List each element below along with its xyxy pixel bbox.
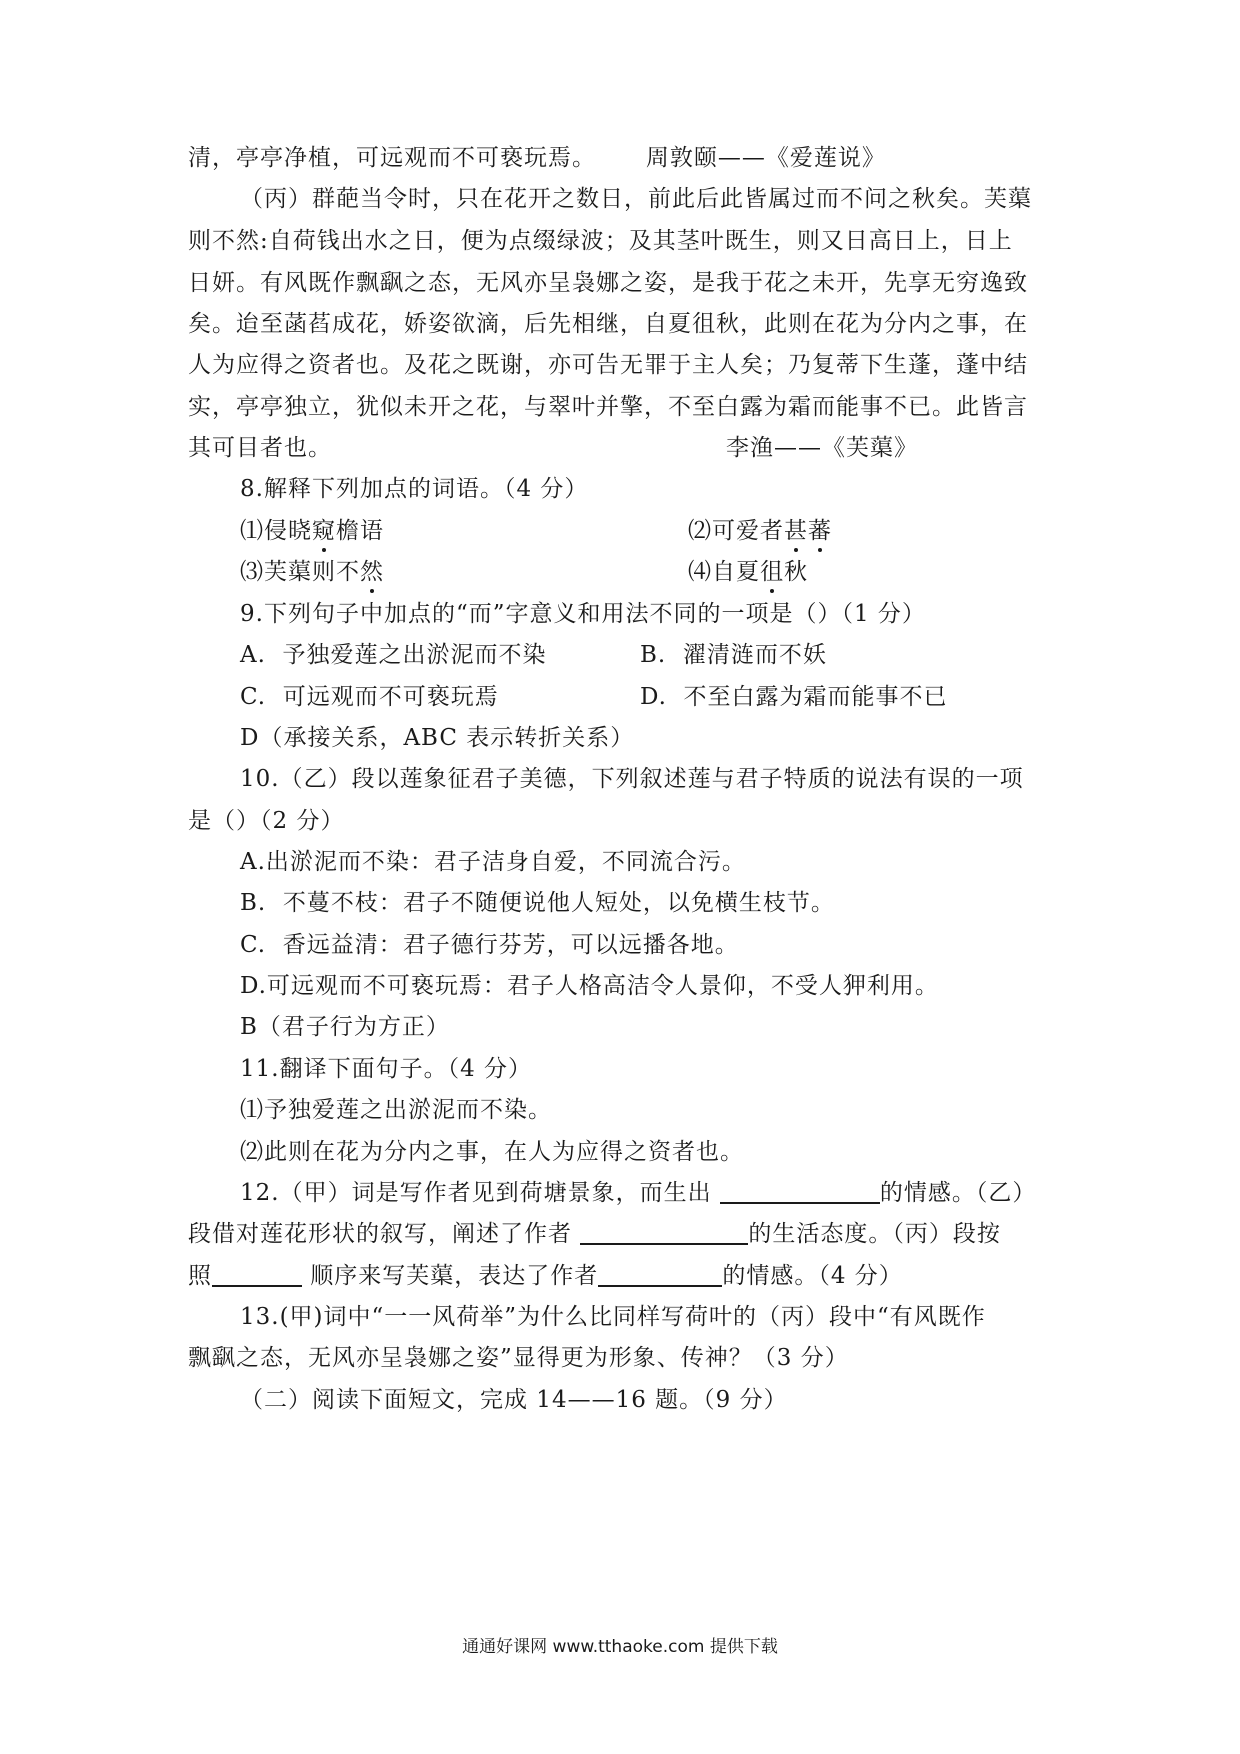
question-8-item-2: ⑵可爱者甚 蕃 xyxy=(688,516,832,546)
question-9-answer: D（承接关系，ABC 表示转折关系） xyxy=(240,725,635,751)
question-9: 9.下列句子中加点的“而”字意义和用法不同的一项是（）（1 分） xyxy=(240,601,926,627)
text-line: 则不然:自荷钱出水之日，便为点缀绿波；及其茎叶既生，则又日高日上，日上 xyxy=(188,228,1013,254)
question-8-item-4: ⑷自夏徂 秋 xyxy=(688,557,808,587)
question-11-item-1: ⑴予独爱莲之出淤泥而不染。 xyxy=(240,1097,552,1123)
question-10-cont: 是（）（2 分） xyxy=(188,808,345,834)
answer-blank[interactable] xyxy=(598,1263,722,1287)
question-12-cont: 照 顺序来写芙蕖，表达了作者 的情感。（4 分） xyxy=(188,1263,903,1289)
question-10: 10.（乙）段以莲象征君子美德，下列叙述莲与君子特质的说法有误的一项 xyxy=(240,766,1024,792)
section-heading: （二）阅读下面短文，完成 14——16 题。（9 分） xyxy=(240,1387,788,1413)
question-11-item-2: ⑵此则在花为分内之事，在人为应得之资者也。 xyxy=(240,1139,744,1165)
question-9-option-b: B. 濯清涟而不妖 xyxy=(640,642,827,668)
source-attribution: 李渔——《芙蕖》 xyxy=(726,435,918,461)
text-line: 清，亭亭净植，可远观而不可亵玩焉。 周敦颐——《爱莲说》 xyxy=(188,145,886,171)
question-12-cont: 段借对莲花形状的叙写，阐述了作者 的生活态度。（丙）段按 xyxy=(188,1221,1001,1247)
answer-blank[interactable] xyxy=(580,1221,748,1245)
text-line: 人为应得之资者也。及花之既谢，亦可告无罪于主人矣；乃复蒂下生蓬，蓬中结 xyxy=(188,352,1028,378)
question-12: 12.（甲）词是写作者见到荷塘景象，而生出 的情感。（乙） xyxy=(240,1180,1037,1206)
question-8-item-3: ⑶芙蕖则不然 xyxy=(240,557,384,587)
text-line: 矣。迨至菡萏成花，娇姿欲滴，后先相继，自夏徂秋，此则在花为分内之事，在 xyxy=(188,311,1028,337)
question-9-option-a: A. 予独爱莲之出淤泥而不染 xyxy=(240,642,547,668)
question-8-item-1: ⑴侵晓窥 檐语 xyxy=(240,516,384,546)
question-13-cont: 飘飖之态，无风亦呈袅娜之姿”显得更为形象、传神？（3 分） xyxy=(188,1345,849,1371)
answer-blank[interactable] xyxy=(212,1263,302,1287)
question-8: 8.解释下列加点的词语。（4 分） xyxy=(240,476,589,502)
question-9-option-c: C. 可远观而不可亵玩焉 xyxy=(240,684,499,710)
footer-watermark: 通通好课网 www.tthaoke.com 提供下载 xyxy=(462,1637,778,1657)
question-9-option-d: D. 不至白露为霜而能事不已 xyxy=(640,684,948,710)
question-10-option-c: C. 香远益清：君子德行芬芳，可以远播各地。 xyxy=(240,932,739,958)
text-line: 日妍。有风既作飘飖之态，无风亦呈袅娜之姿，是我于花之未开，先享无穷逸致 xyxy=(188,270,1028,296)
question-10-option-b: B. 不蔓不枝：君子不随便说他人短处，以免横生枝节。 xyxy=(240,890,835,916)
question-13: 13.(甲)词中“一一风荷举”为什么比同样写荷叶的（丙）段中“有风既作 xyxy=(240,1304,986,1330)
question-10-option-d: D.可远观而不可亵玩焉：君子人格高洁令人景仰，不受人狎利用。 xyxy=(240,973,939,999)
passage-bing: （丙）群葩当令时，只在花开之数日，前此后此皆属过而不问之秋矣。芙蕖 xyxy=(240,186,1032,212)
text-line: 其可目者也。 xyxy=(188,435,332,461)
text-line: 实，亭亭独立，犹似未开之花，与翠叶并擎，不至白露为霜而能事不已。此皆言 xyxy=(188,394,1028,420)
question-11: 11.翻译下面句子。（4 分） xyxy=(240,1056,533,1082)
question-10-answer: B（君子行为方正） xyxy=(240,1014,450,1040)
answer-blank[interactable] xyxy=(720,1180,880,1204)
question-10-option-a: A.出淤泥而不染：君子洁身自爱，不同流合污。 xyxy=(240,849,746,875)
